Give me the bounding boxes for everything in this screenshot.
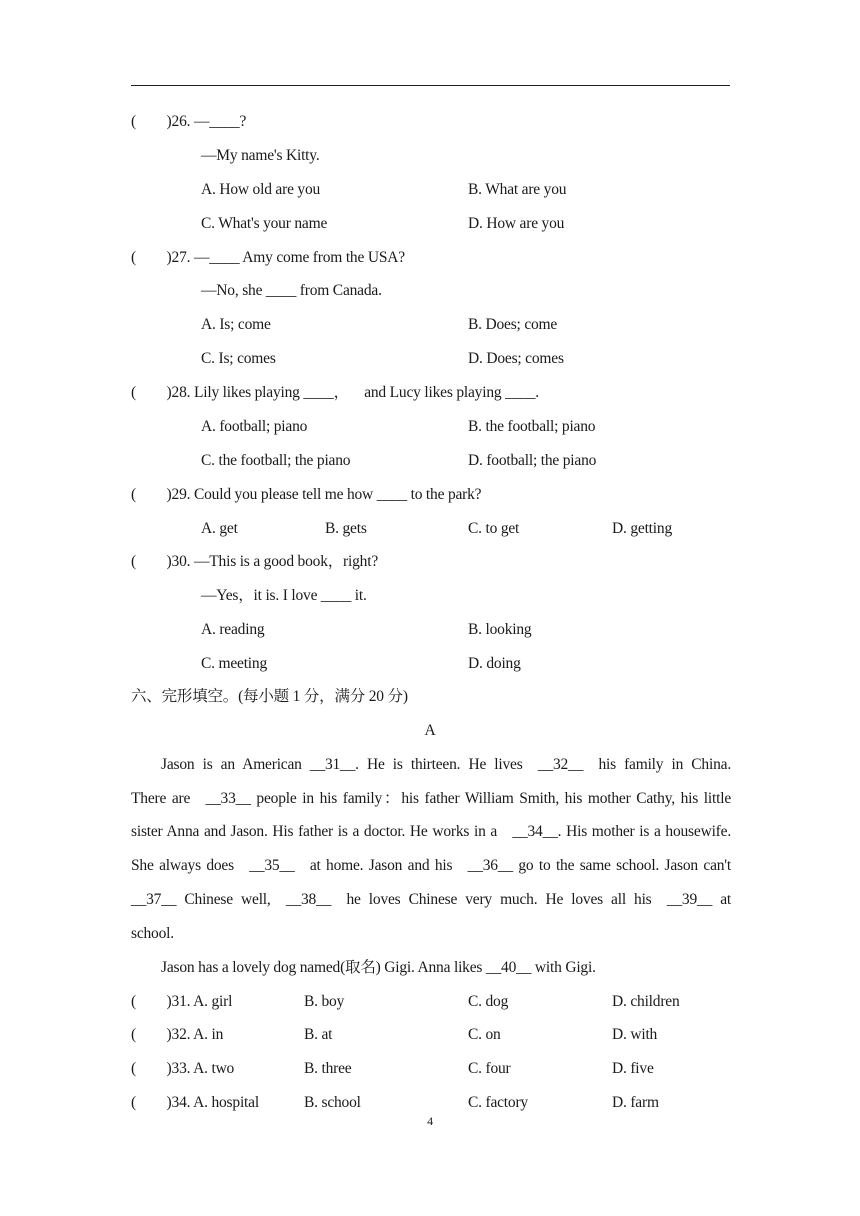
question-33-option-d: D. five	[612, 1060, 654, 1077]
question-27-option-b: B. Does; come	[468, 316, 558, 333]
question-28-stem: ( )28. Lily likes playing ____， and Lucy likes playing ____.	[131, 384, 539, 401]
question-34-option-c: C. factory	[468, 1094, 528, 1111]
question-32-option-d: D. with	[612, 1026, 658, 1043]
question-27-reply: —No, she ____ from Canada.	[201, 282, 382, 299]
question-30-option-d: D. doing	[468, 655, 521, 672]
question-26-option-d: D. How are you	[468, 215, 565, 232]
question-29-option-c: C. to get	[468, 520, 520, 537]
question-27-option-c: C. Is; comes	[201, 350, 276, 367]
question-32-stem: ( )32. A. in	[131, 1026, 224, 1043]
question-30-option-a: A. reading	[201, 621, 265, 638]
question-33-stem: ( )33. A. two	[131, 1060, 235, 1077]
question-27-option-d: D. Does; comes	[468, 350, 564, 367]
question-31-option-c: C. dog	[468, 993, 509, 1010]
question-27-option-a: A. Is; come	[201, 316, 271, 333]
question-30-option-c: C. meeting	[201, 655, 268, 672]
question-32-option-b: B. at	[304, 1026, 333, 1043]
question-26-option-b: B. What are you	[468, 181, 567, 198]
question-28-option-b: B. the football; piano	[468, 418, 596, 435]
passage-line-5: __37__ Chinese well, __38__ he loves Chinese very much. He loves all his __39__ at	[131, 891, 731, 908]
question-29-stem: ( )29. Could you please tell me how ____ to the park?	[131, 486, 482, 503]
question-31-option-b: B. boy	[304, 993, 345, 1010]
question-30-option-b: B. looking	[468, 621, 532, 638]
question-29-option-b: B. gets	[325, 520, 367, 537]
passage-line-3: sister Anna and Jason. His father is a doctor. He works in a __34__. His mother is a housewife.	[131, 823, 731, 840]
question-33-option-c: C. four	[468, 1060, 511, 1077]
question-32-option-c: C. on	[468, 1026, 501, 1043]
question-34-stem: ( )34. A. hospital	[131, 1094, 259, 1111]
question-30-reply: —Yes，it is. I love ____ it.	[201, 587, 367, 604]
question-26-option-a: A. How old are you	[201, 181, 321, 198]
section-heading: 六、完形填空。(每小题 1 分，满分 20 分)	[131, 688, 408, 705]
question-28-option-c: C. the football; the piano	[201, 452, 351, 469]
question-28-option-d: D. football; the piano	[468, 452, 597, 469]
question-29-option-d: D. getting	[612, 520, 672, 537]
question-26-stem: ( )26. —____?	[131, 113, 247, 130]
question-34-option-b: B. school	[304, 1094, 361, 1111]
passage-line-1: Jason is an American __31__. He is thirteen. He lives __32__ his family in China.	[161, 756, 731, 773]
question-29-option-a: A. get	[201, 520, 238, 537]
question-31-stem: ( )31. A. girl	[131, 993, 233, 1010]
passage-line-6: school.	[131, 925, 174, 942]
passage-label: A	[424, 722, 436, 739]
question-26-option-c: C. What's your name	[201, 215, 328, 232]
question-33-option-b: B. three	[304, 1060, 352, 1077]
question-26-reply: —My name's Kitty.	[201, 147, 320, 164]
question-30-stem: ( )30. —This is a good book，right?	[131, 553, 379, 570]
question-34-option-d: D. farm	[612, 1094, 659, 1111]
passage-line-2: There are __33__ people in his family：his father William Smith, his mother Cathy, his little	[131, 790, 731, 807]
page-number: 4	[427, 1114, 433, 1128]
header-rule	[131, 85, 730, 86]
question-31-option-d: D. children	[612, 993, 680, 1010]
passage-line-4: She always does __35__ at home. Jason and his __36__ go to the same school. Jason can't	[131, 857, 731, 874]
passage-line-7: Jason has a lovely dog named(取名) Gigi. Anna likes __40__ with Gigi.	[161, 959, 596, 976]
question-28-option-a: A. football; piano	[201, 418, 308, 435]
question-27-stem: ( )27. —____ Amy come from the USA?	[131, 249, 405, 266]
